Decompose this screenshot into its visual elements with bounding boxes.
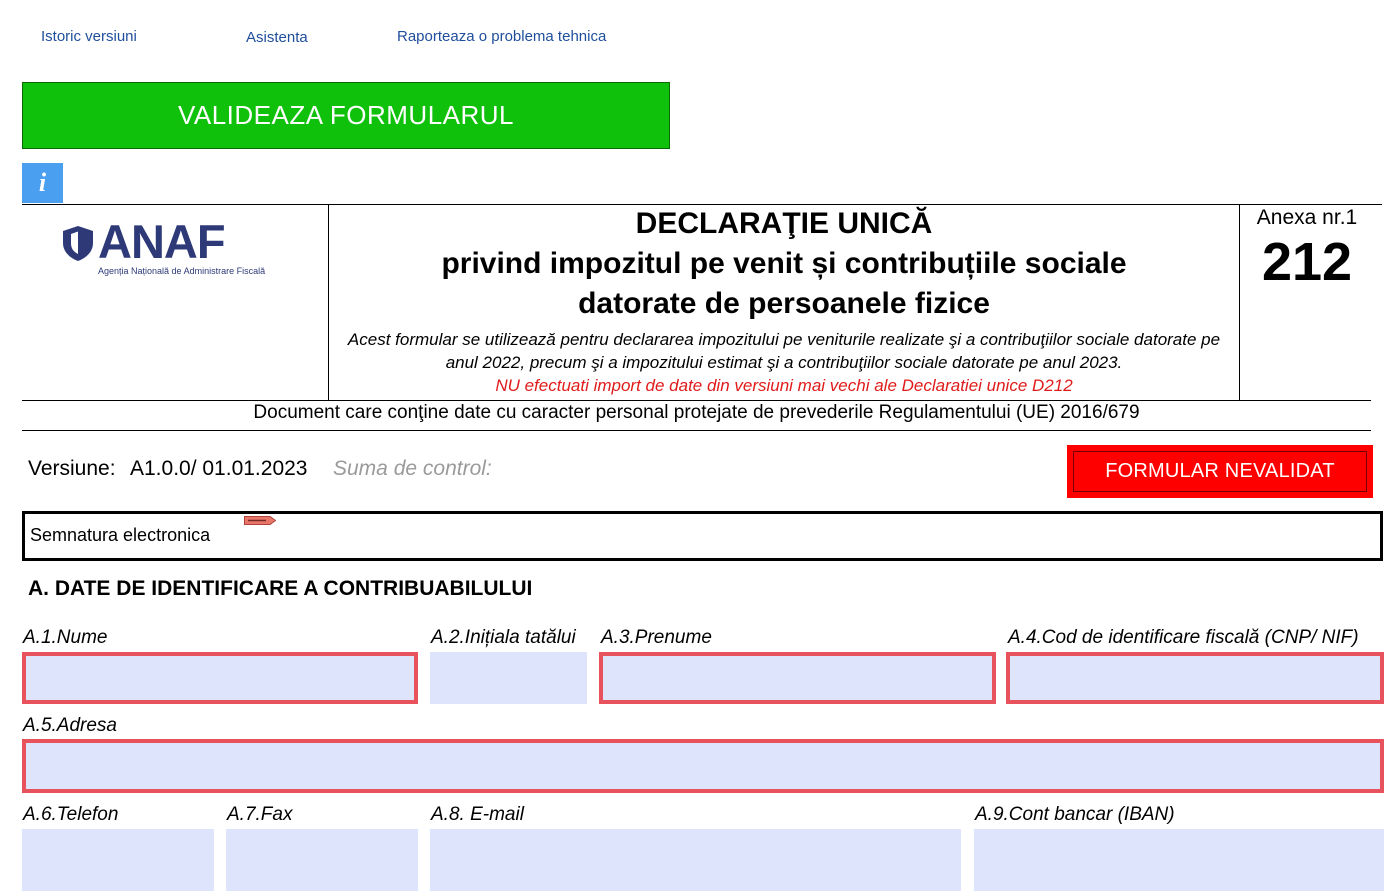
anexa-number: 212 — [1261, 232, 1353, 292]
link-report-problem[interactable]: Raporteaza o problema tehnica — [397, 28, 607, 45]
form-title-line-3: datorate de persoanele fizice — [578, 287, 990, 320]
fax-label: A.7.Fax — [227, 804, 293, 825]
email-label: A.8. E-mail — [431, 804, 524, 825]
version-label: Versiune: — [28, 457, 116, 480]
form-title: DECLARAŢIE UNICĂ — [635, 207, 933, 240]
import-warning: NU efectuati import de date din versiuni mai vechi ale Declaratiei unice D212 — [495, 376, 1073, 395]
initiala-input[interactable] — [430, 652, 587, 704]
logo-subtitle: Agenția Națională de Administrare Fiscală — [98, 266, 266, 276]
form-description-line-1: Acest formular se utilizează pentru declararea impozitului pe veniturile realizate şi a contribuţiilor sociale datorate pe — [347, 330, 1221, 349]
section-a-title: A. DATE DE IDENTIFICARE A CONTRIBUABILULUI — [28, 577, 533, 600]
shield-icon — [62, 225, 94, 262]
adresa-label: A.5.Adresa — [23, 715, 117, 736]
cif-label: A.4.Cod de identificare fiscală (CNP/ NIF) — [1008, 627, 1359, 648]
gdpr-bottom-border — [22, 430, 1371, 431]
adresa-input[interactable] — [22, 739, 1384, 793]
initiala-label: A.2.Inițiala tatălui — [431, 627, 576, 648]
info-icon[interactable]: i — [22, 163, 63, 203]
anexa-label: Anexa nr.1 — [1256, 206, 1358, 229]
validate-form-button[interactable]: VALIDEAZA FORMULARUL — [22, 82, 670, 149]
link-assistance[interactable]: Asistenta — [246, 29, 308, 46]
nume-input[interactable] — [22, 652, 418, 704]
signature-tag-icon[interactable] — [244, 516, 276, 525]
telefon-label: A.6.Telefon — [23, 804, 119, 825]
iban-label: A.9.Cont bancar (IBAN) — [975, 804, 1175, 825]
form-description-line-2: anul 2022, precum şi a impozitului estimat şi a contribuţiilor sociale datorate pe anul 2023. — [445, 353, 1123, 372]
form-status-text: FORMULAR NEVALIDAT — [1073, 451, 1367, 492]
header-bottom-border — [22, 400, 1371, 401]
signature-label: Semnatura electronica — [30, 525, 211, 545]
form-status-badge — [1067, 445, 1373, 498]
iban-input[interactable] — [974, 829, 1384, 891]
telefon-input[interactable] — [22, 829, 214, 891]
checksum-label: Suma de control: — [333, 457, 492, 480]
version-value: A1.0.0/ 01.01.2023 — [130, 457, 308, 480]
prenume-label: A.3.Prenume — [601, 627, 712, 648]
nume-label: A.1.Nume — [23, 627, 108, 648]
signature-field[interactable] — [22, 511, 1383, 561]
fax-input[interactable] — [226, 829, 418, 891]
gdpr-notice: Document care conţine date cu caracter personal protejate de prevederile Regulamentului (UE) 2016/679 — [253, 402, 1140, 423]
logo-wordmark: ANAF — [98, 215, 225, 268]
anaf-logo — [60, 215, 275, 282]
form-title-line-2: privind impozitul pe venit și contribuțiile sociale — [441, 247, 1127, 280]
cif-input[interactable] — [1006, 652, 1384, 704]
link-version-history[interactable]: Istoric versiuni — [41, 28, 137, 45]
header-top-border — [22, 204, 1382, 205]
email-input[interactable] — [430, 829, 961, 891]
prenume-input[interactable] — [599, 652, 996, 704]
